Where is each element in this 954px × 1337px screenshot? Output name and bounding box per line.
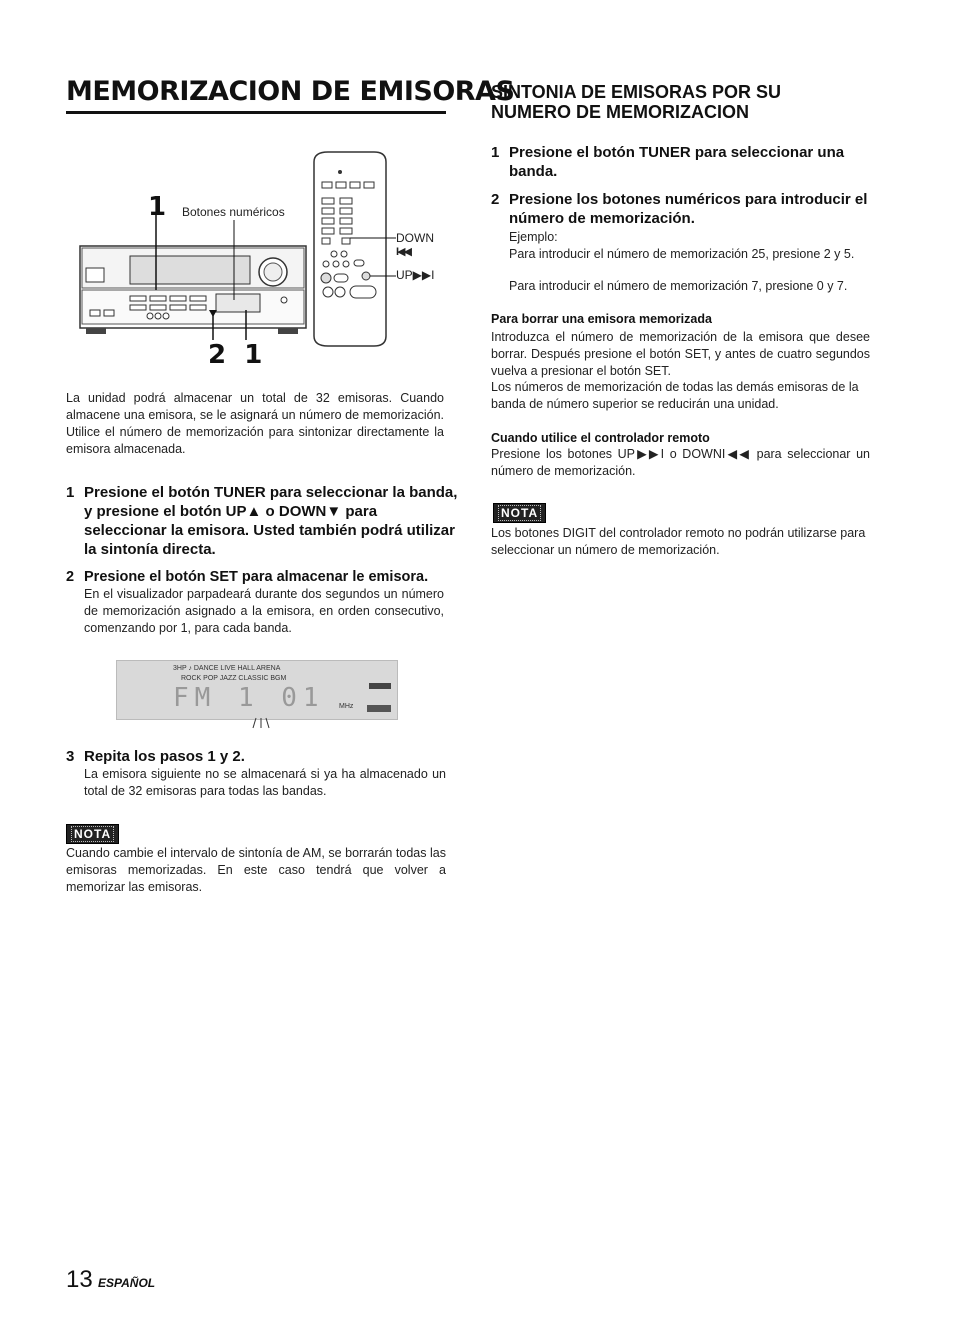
callout-steps-2-1: 2 1 <box>208 340 263 370</box>
left-step-2 <box>66 568 474 587</box>
display-indicator <box>367 705 391 712</box>
display-indicator <box>369 683 391 689</box>
left-nota-badge <box>66 824 119 844</box>
right-step-2-text: Presione los botones numéricos para introducir el número de memorización. <box>509 191 868 227</box>
erase-body-2: Los números de memorización de todas las demás emisoras de la banda de número superior se reducirán una unidad. <box>491 380 859 411</box>
down-label: DOWN <box>396 231 434 245</box>
right-nota-label: NOTA <box>498 505 541 521</box>
receiver-remote-illustration <box>66 150 446 370</box>
left-step-1-number: 1 <box>66 484 75 501</box>
remote-heading: Cuando utilice el controlador remoto <box>491 431 710 445</box>
example-2: Para introducir el número de memorización 7, presione 0 y 7. <box>509 279 848 293</box>
right-nota-badge <box>493 503 546 523</box>
section-title: MEMORIZACION DE EMISORAS <box>66 76 446 114</box>
device-figure <box>66 150 446 370</box>
display-mode-row-1: 3HP ♪ DANCE LIVE HALL ARENA <box>173 665 281 672</box>
right-step-2-number: 2 <box>491 191 500 208</box>
erase-body: Introduzca el número de memorización de la emisora que desee borrar. Después presione el botón SET, y antes de cuatro segundos vuelva a presionar el botón SET. <box>491 330 870 378</box>
right-step-1 <box>491 143 889 181</box>
left-step-3-body: La emisora siguiente no se almacenará si ya ha almacenado un total de 32 emisoras para todas las bandas. <box>84 767 446 798</box>
callout-step-1: 1 <box>148 192 167 222</box>
example-label: Ejemplo: <box>509 230 558 244</box>
up-label: UP▶▶I <box>396 268 435 282</box>
blink-marks <box>240 716 280 730</box>
page-language: ESPAÑOL <box>98 1276 156 1290</box>
erase-heading: Para borrar una emisora memorizada <box>491 312 712 326</box>
left-step-2-text: Presione el botón SET para almacenar le emisora. <box>84 569 429 585</box>
numeric-buttons-label: Botones numéricos <box>182 205 285 219</box>
left-step-2-body: En el visualizador parpadeará durante dos segundos un número de memorización asignado a la emisora, en orden consecutivo, comenzando por 1, para cada banda. <box>84 587 444 635</box>
right-step-2 <box>491 190 889 228</box>
page-number: 13 <box>66 1266 93 1293</box>
display-unit: MHz <box>339 703 354 710</box>
display-mode-row-2: ROCK POP JAZZ CLASSIC BGM <box>181 675 287 682</box>
left-step-3-number: 3 <box>66 748 75 765</box>
display-panel <box>116 660 398 720</box>
down-symbol: I◀◀ <box>396 246 410 258</box>
right-step-1-text: Presione el botón TUNER para seleccionar una banda. <box>509 144 845 180</box>
right-step-1-number: 1 <box>491 144 500 161</box>
left-step-2-number: 2 <box>66 569 75 585</box>
remote-body: Presione los botones UP▶▶I o DOWNI◀◀ para seleccionar un número de memorización. <box>491 447 870 478</box>
left-step-3 <box>66 747 462 766</box>
left-nota-label: NOTA <box>71 826 114 842</box>
intro-paragraph: La unidad podrá almacenar un total de 32 emisoras. Cuando almacene una emisora, se le asignará un número de memorización. Utilice el número de memorización para sintonizar directamente la emisora almacenada. <box>66 391 444 456</box>
display-segments: FM 1 01 <box>173 683 325 713</box>
example-1: Para introducir el número de memorización 25, presione 2 y 5. <box>509 247 855 261</box>
left-step-3-text: Repita los pasos 1 y 2. <box>84 748 245 765</box>
left-step-1 <box>66 483 462 559</box>
right-section-title: SINTONIA DE EMISORAS POR SU NUMERO DE MEMORIZACION <box>491 82 782 122</box>
left-step-1-text: Presione el botón TUNER para seleccionar la banda, y presione el botón UP▲ o DOWN▼ para seleccionar la emisora. Usted también podrá utilizar la sintonía directa. <box>84 484 458 558</box>
left-nota-body: Cuando cambie el intervalo de sintonía de AM, se borrarán todas las emisoras memorizadas. En este caso tendrá que volver a memorizar las emisoras. <box>66 846 446 894</box>
right-nota-body: Los botones DIGIT del controlador remoto no podrán utilizarse para seleccionar un número de memorización. <box>491 526 866 557</box>
